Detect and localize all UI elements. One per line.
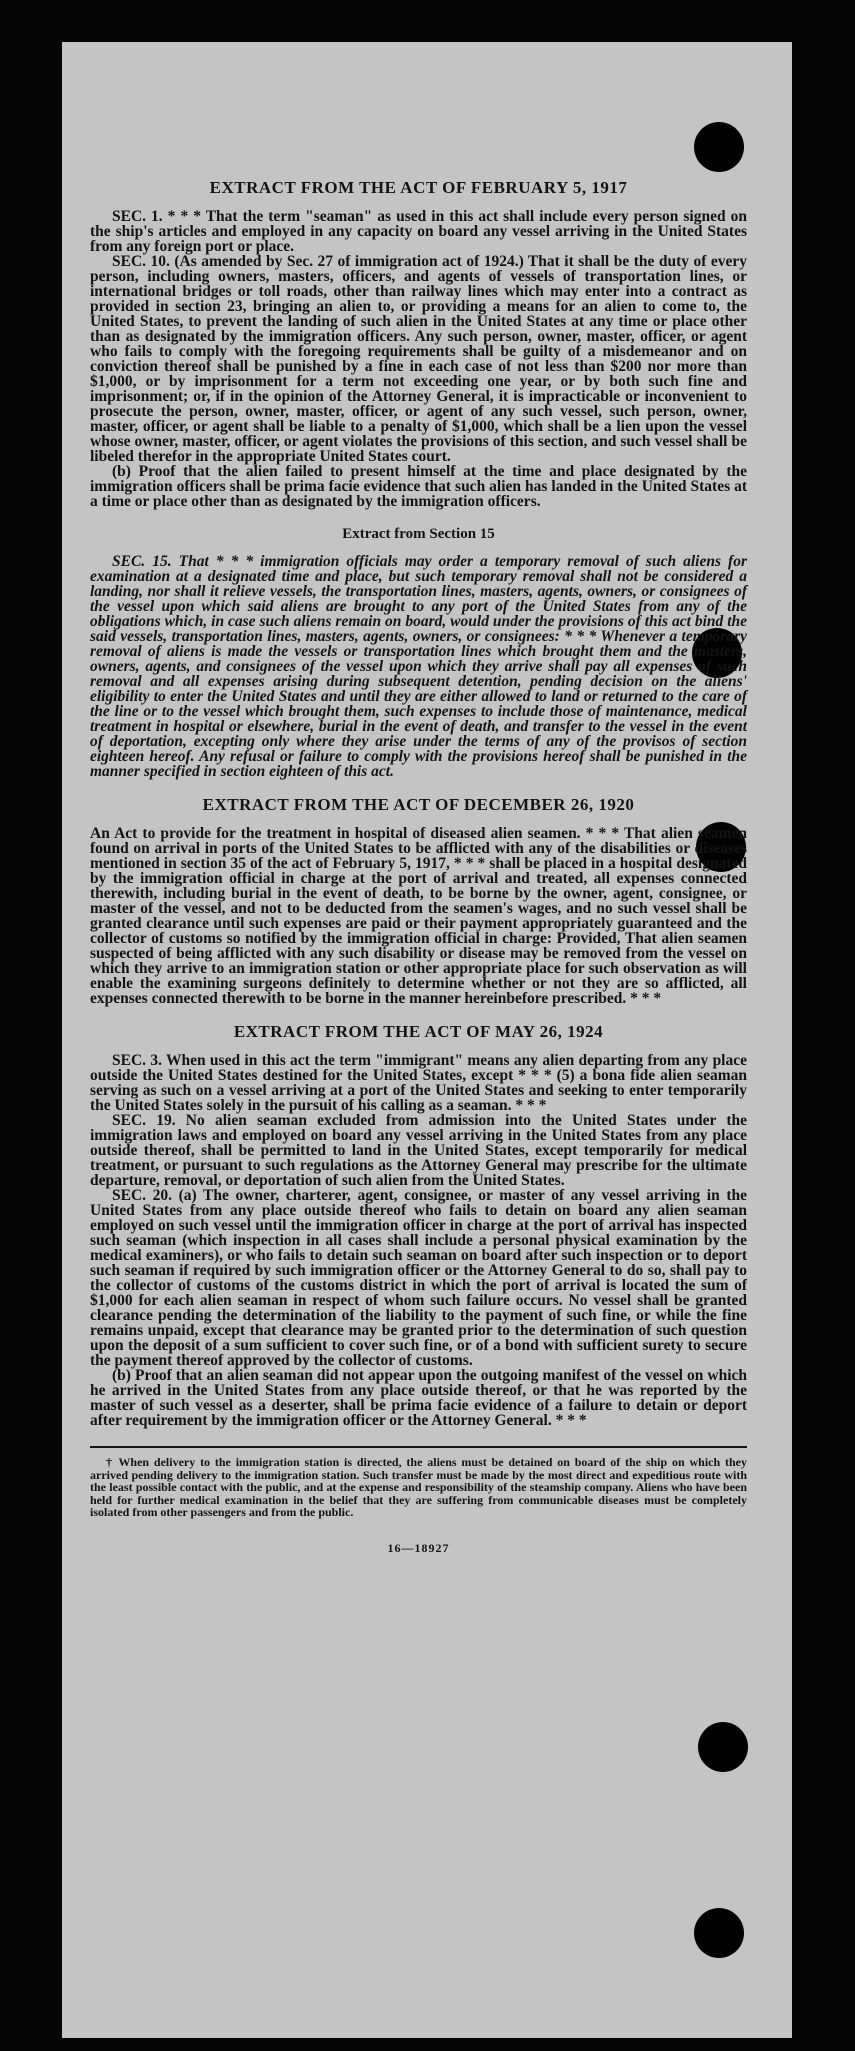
heading-act-1920: EXTRACT FROM THE ACT OF DECEMBER 26, 1920	[202, 795, 635, 814]
paragraph-sec-10: SEC. 10. (As amended by Sec. 27 of immigration act of 1924.) That it shall be the duty of every person, including owners, masters, officers, and agents of vessels of transportation lines, or international bridges or toll roads, other than railway lines which may enter into a contract as provided in section 23, bringing an alien to, or providing a means for an alien to come to, the United States, to prevent the landing of such alien in the United States at any time or place other than as designated by the immigration officers. Any such person, owner, master, officer, or agent who fails to comply with the foregoing requirements shall be guilty of a misdemeanor and on conviction thereof shall be punished by a fine in each case of not less than $200 nor more than $1,000, or by imprisonment for a term not exceeding one year, or by both such fine and imprisonment; or, if in the opinion of the Attorney General, it is impracticable or inconvenient to prosecute the person, owner, master, officer, or agent of any such vessel, such person, owner, master, officer, or agent shall be liable to a penalty of $1,000, which shall be a lien upon the vessel whose owner, master, officer, or agent violates the provisions of this section, and such vessel shall be libeled therefor in the appropriate United States court.	[90, 253, 747, 465]
form-number: 16—18927	[387, 1540, 450, 1555]
paragraph-act-1920: An Act to provide for the treatment in hospital of diseased alien seamen. * * * That alien seamen found on arrival in ports of the United States to be afflicted with any of the disabilities or diseases mentioned in section 35 of the act of February 5, 1917, * * * shall be placed in a hospital designated by the immigration official in charge at the port of arrival and treated, all expenses connected therewith, including burial in the event of death, to be borne by the owner, agent, consignee, or master of the vessel, and not to be deducted from the seamen's wages, and no such vessel shall be granted clearance until such expenses are paid or their payment appropriately guaranteed and the collector of customs so notified by the immigration official in charge: Provided, That alien seamen suspected of being afflicted with any such disability or disease may be removed from the vessel on which they arrive to an immigration station or other appropriate place for such observation as will enable the examining surgeons definitely to determine whether or not they are so afflicted, all expenses connected therewith to be borne in the manner hereinbefore prescribed. * * *	[90, 825, 747, 1007]
punch-hole-top	[694, 122, 744, 172]
heading-act-1924: EXTRACT FROM THE ACT OF MAY 26, 1924	[233, 1022, 604, 1041]
paragraph-sec-19: SEC. 19. No alien seaman excluded from admission into the United States under the immigration laws and employed on board any vessel arriving in the United States from any place outside thereof, shall be permitted to land in the United States, except temporarily for medical treatment, or pursuant to such regulations as the Attorney General may prescribe for the ultimate departure, removal, or deportation of such alien from the United States.	[90, 1112, 747, 1189]
paragraph-proof-b: (b) Proof that the alien failed to present himself at the time and place designated by the immigration officers shall be prima facie evidence that such alien has landed in the United States at a time or place other than as designated by the immigration officers.	[90, 463, 747, 510]
punch-hole-lower-middle	[698, 1722, 748, 1772]
paragraph-sec-20-b: (b) Proof that an alien seaman did not appear upon the outgoing manifest of the vessel on which he arrived in the United States from any place outside thereof, or that he was reported by the master of such vessel as a deserter, shall be prima facie evidence of a failure to detain or deport after requirement by the immigration officer or the Attorney General. * * *	[90, 1367, 747, 1429]
section-15-extract	[90, 527, 747, 779]
punch-hole-bottom	[694, 1908, 744, 1958]
section-1920	[90, 797, 747, 1006]
footnote-divider	[90, 1446, 747, 1448]
heading-section-15: Extract from Section 15	[342, 526, 495, 542]
section-1917	[90, 180, 747, 509]
footnote: † When delivery to the immigration station is directed, the aliens must be detained on board of the ship on which they arrived pending delivery to the immigration station. Such transfer must be made by the most direct and expeditious route with the least possible contact with the public, and at the expense and responsibility of the steamship company. Aliens who have been held for further medical examination in the belief that they are suffering from communicable diseases must be completely isolated from other passengers and from the public.	[90, 1455, 747, 1519]
paragraph-sec-1: SEC. 1. * * * That the term "seaman" as used in this act shall include every person signed on the ship's articles and employed in any capacity on board any vessel arriving in the United States from any foreign port or place.	[90, 208, 747, 255]
document-text	[90, 180, 747, 1556]
paragraph-sec-20: SEC. 20. (a) The owner, charterer, agent, consignee, or master of any vessel arriving in the United States from any place outside thereof who fails to detain on board any alien seaman employed on such vessel until the immigration officer in charge at the port of arrival has inspected such seaman (which inspection in all cases shall include a personal physical examination by the medical examiners), or who fails to detain such seaman on board after such inspection or to deport such seaman if required by such immigration officer or the Attorney General to do so, shall pay to the collector of customs of the customs district in which the port of arrival is located the sum of $1,000 for each alien seaman in respect of whom such failure occurs. No vessel shall be granted clearance pending the determination of the liability to the payment of such fine, or while the fine remains unpaid, except that clearance may be granted prior to the determination of such question upon the deposit of a sum sufficient to cover such fine, or of a bond with sufficient surety to secure the payment thereof approved by the collector of customs.	[90, 1187, 747, 1369]
paragraph-sec-15: SEC. 15. That * * * immigration officials may order a temporary removal of such aliens for examination at a designated time and place, but such temporary removal shall not be considered a landing, nor shall it relieve vessels, the transportation lines, masters, agents, owners, or consignees of the vessel upon which said aliens are brought to any port of the United States from any of the obligations which, in case such aliens remain on board, would under the provisions of this act bind the said vessels, transportation lines, masters, agents, owners, or consignees: * * * Whenever a temporary removal of aliens is made the vessels or transportation lines which brought them and the masters, owners, agents, and consignees of the vessel upon which they arrive shall pay all expenses of such removal and all expenses arising during subsequent detention, pending decision on the aliens' eligibility to enter the United States and until they are either allowed to land or returned to the care of the line or to the vessel which brought them, such expenses to include those of maintenance, medical treatment in hospital or elsewhere, burial in the event of death, and transfer to the vessel in the event of deportation, excepting only where they arise under the terms of any of the provisos of section eighteen hereof. Any refusal or failure to comply with the provisions hereof shall be punished in the manner specified in section eighteen of this act.	[90, 553, 747, 780]
section-1924	[90, 1024, 747, 1428]
paragraph-sec-3: SEC. 3. When used in this act the term "immigrant" means any alien departing from any place outside the United States destined for the United States, except * * * (5) a bona fide alien seaman serving as such on a vessel arriving at a port of the United States and seeking to enter temporarily the United States solely in the pursuit of his calling as a seaman. * * *	[90, 1052, 747, 1114]
heading-act-1917: EXTRACT FROM THE ACT OF FEBRUARY 5, 1917	[209, 178, 628, 197]
